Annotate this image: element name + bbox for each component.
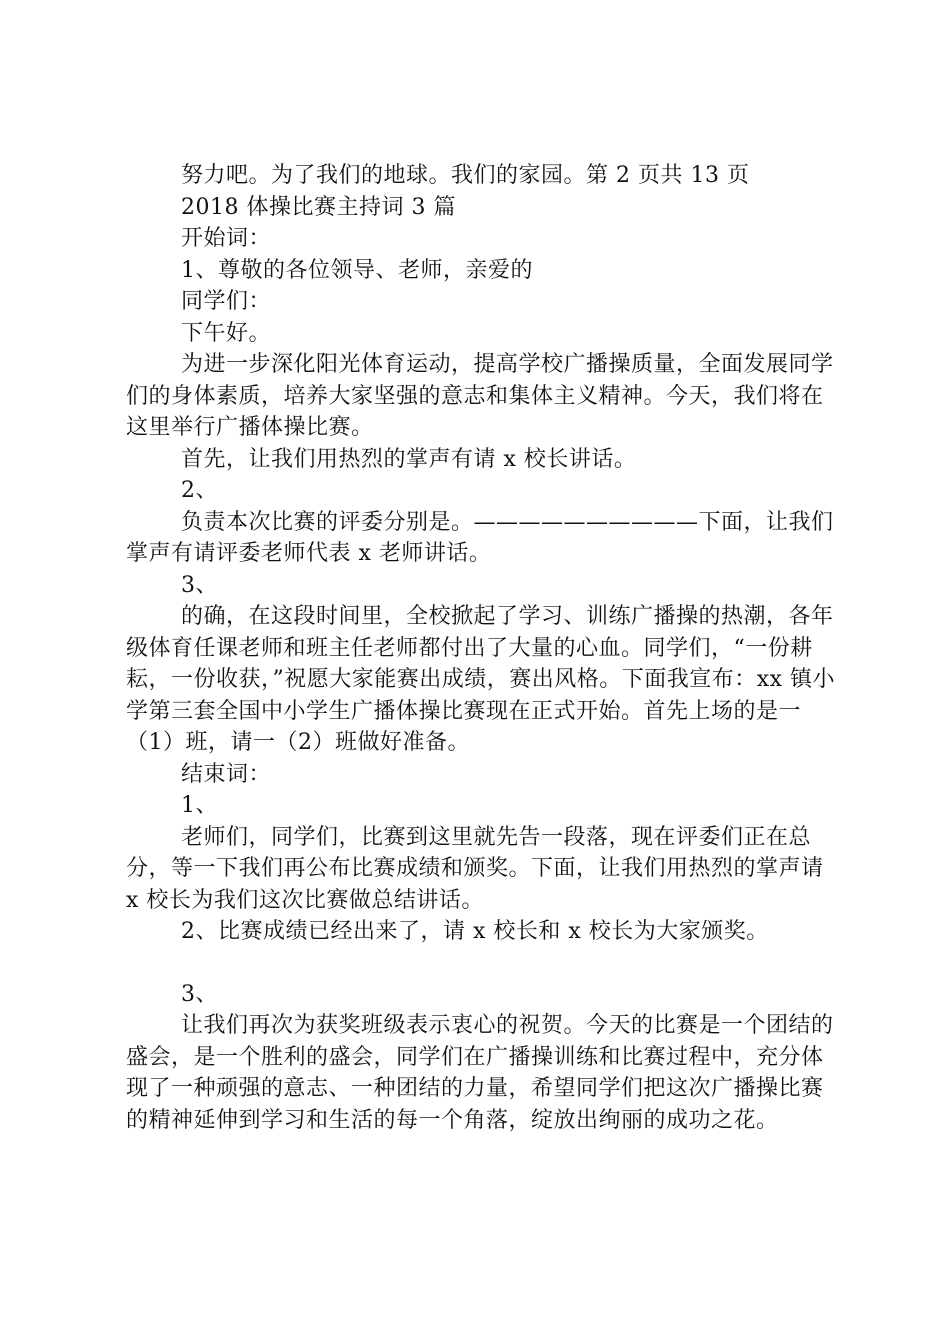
blank-line [126, 948, 838, 979]
closing-item-number-1: 1、 [181, 793, 218, 818]
paragraph-awards: 2、比赛成绩已经出来了，请 x 校长和 x 校长为大家颁奖。 [181, 919, 769, 944]
paragraph-judges: 负责本次比赛的评委分别是。——————————下面，让我们掌声有请评委老师代表 x 老师讲话。 [126, 509, 834, 566]
paragraph-closing-line: 努力吧。为了我们的地球。我们的家园。第 2 页共 13 页 [181, 163, 750, 188]
paragraph-purpose: 为进一步深化阳光体育运动，提高学校广播操质量，全面发展同学们的身体素质，培养大家坚强的意志和集体主义精神。今天，我们将在这里举行广播体操比赛。 [126, 352, 834, 440]
closing-item-number-3: 3、 [181, 981, 218, 1007]
paragraph-greeting: 1、尊敬的各位领导、老师，亲爱的 [181, 257, 533, 283]
paragraph-announcement: 的确，在这段时间里，全校掀起了学习、训练广播操的热潮，各年级体育任课老师和班主任老师都付出了大量的心血。同学们，“一份耕耘，一份收获，”祝愿大家能赛出成绩，赛出风格。下面我宣布：xx 镇小学第三套全国中小学生广播体操比赛现在正式开始。首先上场的是一（1）班，请一（2）班做好准备。 [126, 604, 836, 755]
item-number-2: 2、 [181, 478, 218, 503]
section-heading-opening: 开始词： [181, 226, 272, 251]
paragraph-congratulations: 让我们再次为获奖班级表示衷心的祝贺。今天的比赛是一个团结的盛会，是一个胜利的盛会，同学们在广播操训练和比赛过程中，充分体现了一种顽强的意志、一种团结的力量，希望同学们把这次广播操比赛的精神延伸到学习和生活的每一个角落，绽放出绚丽的成功之花。 [126, 1013, 834, 1133]
paragraph-scoring: 老师们，同学们，比赛到这里就先告一段落，现在评委们正在总分，等一下我们再公布比赛成绩和颁奖。下面，让我们用热烈的掌声请 x 校长为我们这次比赛做总结讲话。 [126, 824, 824, 913]
document-title: 2018 体操比赛主持词 3 篇 [181, 194, 456, 220]
section-heading-closing: 结束词： [181, 761, 272, 787]
document-body [126, 160, 838, 1136]
paragraph-good-afternoon: 下午好。 [181, 320, 272, 346]
item-number-3: 3、 [181, 572, 218, 598]
paragraph-classmates: 同学们： [181, 289, 272, 314]
paragraph-principal-speech: 首先，让我们用热烈的掌声有请 x 校长讲话。 [181, 446, 637, 472]
